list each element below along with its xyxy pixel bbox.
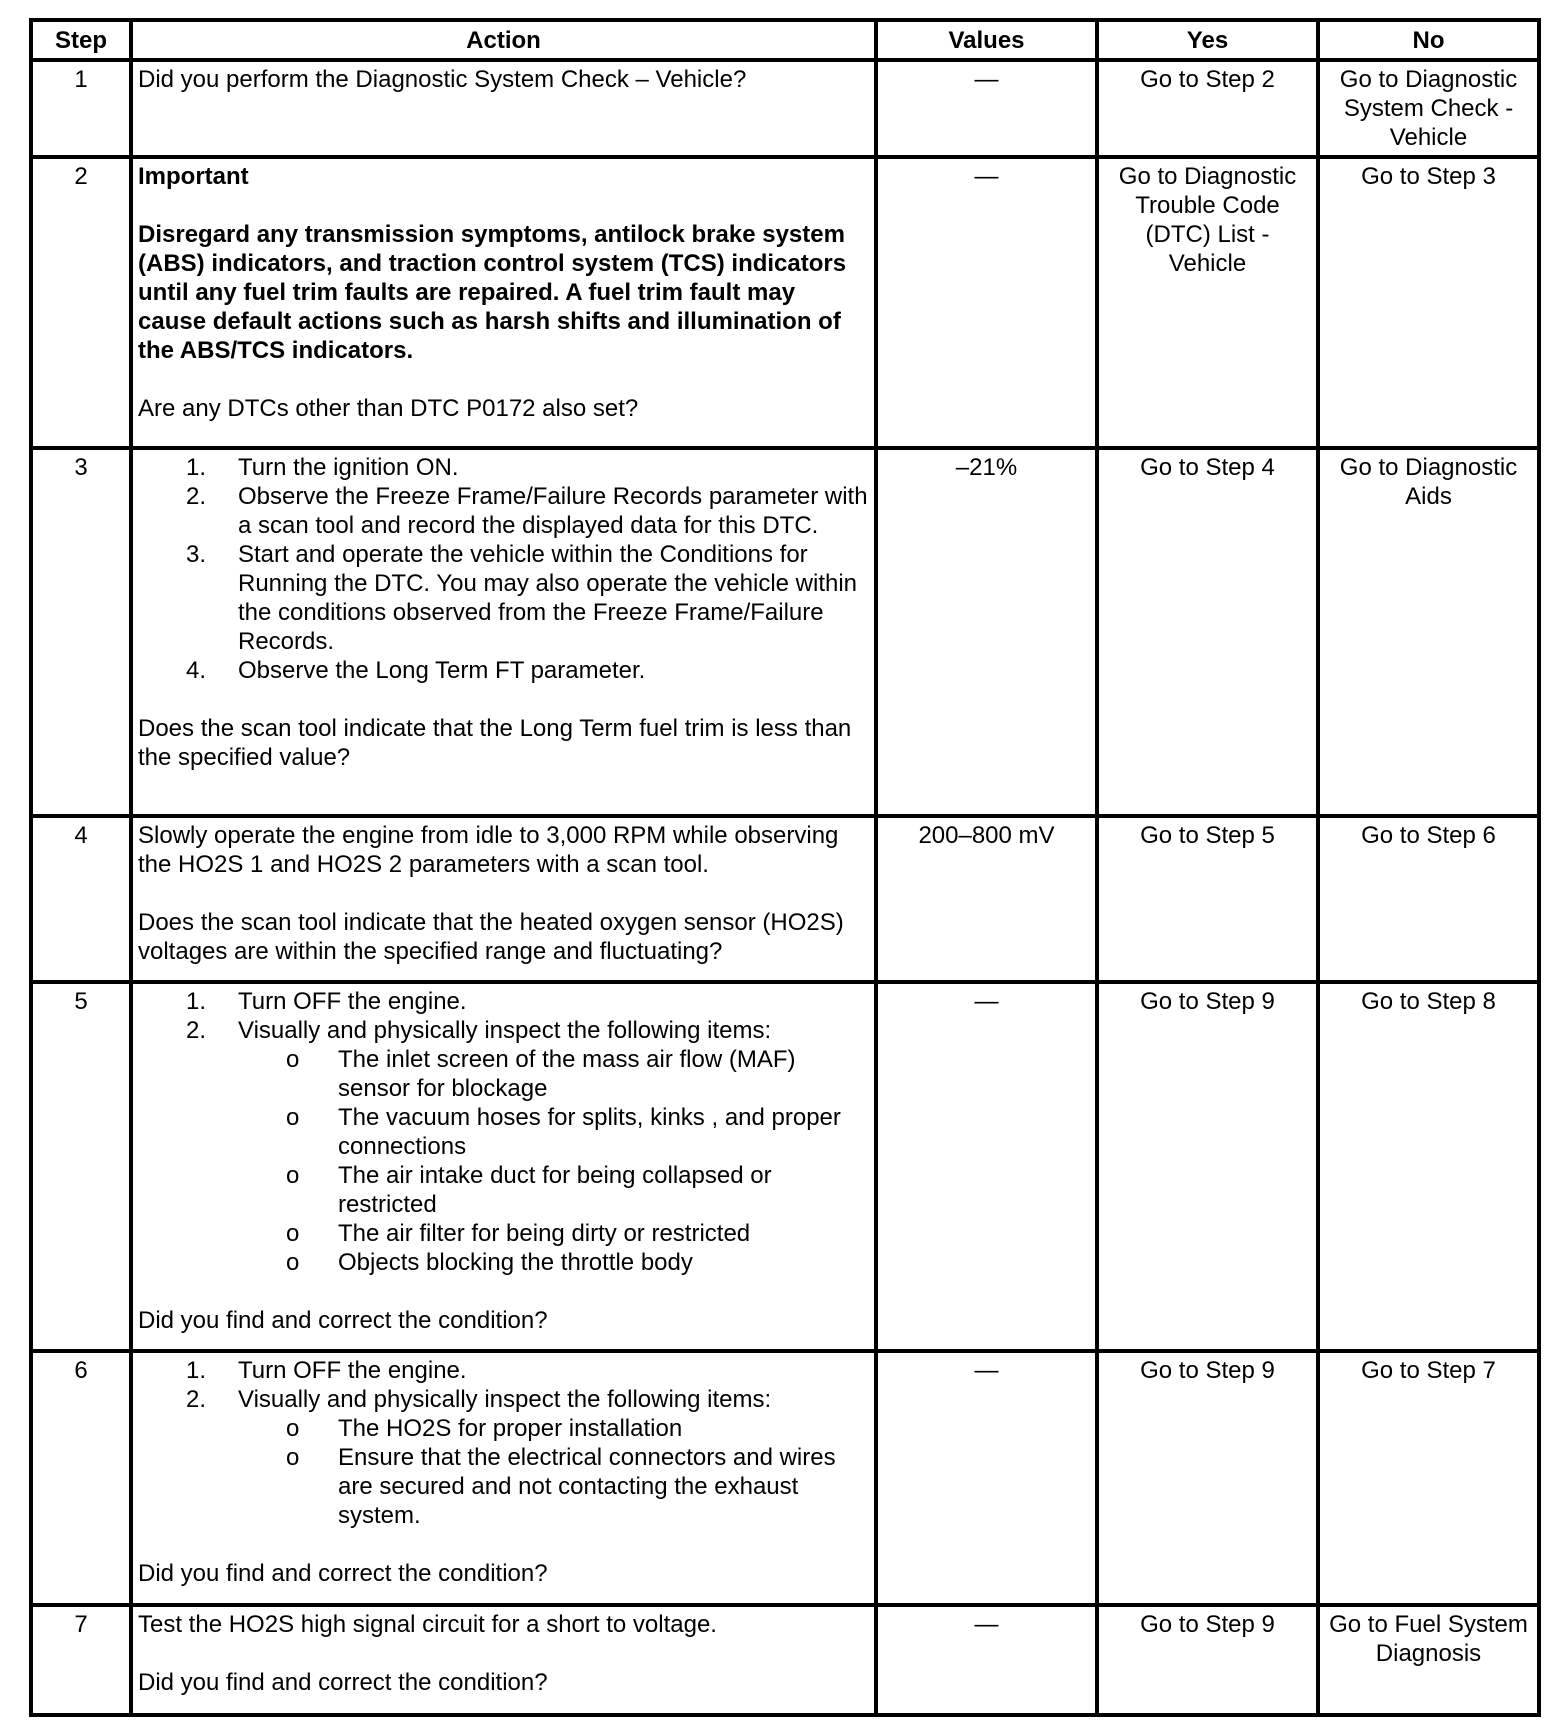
action-cell [131,448,876,816]
action-cell [131,1605,876,1715]
procedure-list [138,1356,869,1530]
inspection-list [238,1045,869,1277]
no-cell: Go to Step 3 [1318,157,1539,448]
action-cell [131,60,876,157]
important-title: Important [138,163,249,190]
step-number: 3 [31,448,131,816]
step-number: 4 [31,816,131,982]
no-cell: Go to Step 6 [1318,816,1539,982]
values-cell: — [876,1605,1097,1715]
yes-cell: Go to Step 9 [1097,982,1318,1351]
inspection-item: o The vacuum hoses for splits, kinks , and proper connections [286,1104,841,1160]
action-text: Slowly operate the engine from idle to 3,000 RPM while observing the HO2S 1 and HO2S 2 parameters with a scan tool. [138,822,839,878]
procedure-item: 2. Visually and physically inspect the following items: o The inlet screen of the mass air flow (MAF) sensor for blockage o The vacuum hoses for splits, kinks , and proper connections o The air intake duct for being collapsed or restricted o The air filter for being dirty or restricted o Objects blocking the throttle body [138,1016,869,1277]
no-cell: Go to Step 8 [1318,982,1539,1351]
table-row-step-7 [31,1605,1539,1715]
bullet-icon: o [286,1220,300,1247]
table-row-step-3 [31,448,1539,816]
question-text: Are any DTCs other than DTC P0172 also set? [138,395,639,422]
action-cell [131,157,876,448]
header-step: Step [31,20,131,60]
table-row-step-2 [31,157,1539,448]
step-number: 7 [31,1605,131,1715]
table-row-step-6 [31,1351,1539,1605]
yes-cell: Go to Step 4 [1097,448,1318,816]
question-text: Did you find and correct the condition? [138,1307,548,1334]
header-no: No [1318,20,1539,60]
yes-cell: Go to Step 9 [1097,1605,1318,1715]
step-number: 6 [31,1351,131,1605]
bullet-icon: o [286,1104,300,1131]
bullet-icon: o [286,1444,300,1471]
procedure-item: 1. Turn the ignition ON. [186,454,459,481]
inspection-item: o Ensure that the electrical connectors and wires are secured and not contacting the exhaust system. [286,1444,836,1529]
values-cell: 200–800 mV [876,816,1097,982]
inspection-item: o The HO2S for proper installation [286,1415,683,1442]
inspection-item: o Objects blocking the throttle body [286,1249,693,1276]
values-cell: — [876,1351,1097,1605]
header-row [31,20,1539,60]
question-text: Does the scan tool indicate that the heated oxygen sensor (HO2S) voltages are within the specified range and fluctuating? [138,909,844,965]
procedure-item: 4. Observe the Long Term FT parameter. [186,657,646,684]
bullet-icon: o [286,1046,300,1073]
yes-cell: Go to Diagnostic Trouble Code (DTC) List - Vehicle [1097,157,1318,448]
inspection-item: o The inlet screen of the mass air flow (MAF) sensor for blockage [286,1046,796,1102]
important-note: Disregard any transmission symptoms, antilock brake system (ABS) indicators, and traction control system (TCS) indicators until any fuel trim faults are repaired. A fuel trim fault may cause default actions such as harsh shifts and illumination of the ABS/TCS indicators. [138,221,847,364]
yes-cell: Go to Step 2 [1097,60,1318,157]
action-cell [131,1351,876,1605]
yes-cell: Go to Step 5 [1097,816,1318,982]
step-number: 2 [31,157,131,448]
step-number: 1 [31,60,131,157]
bullet-icon: o [286,1162,300,1189]
header-values: Values [876,20,1097,60]
values-cell: — [876,157,1097,448]
question-text: Did you find and correct the condition? [138,1560,548,1587]
action-cell [131,816,876,982]
yes-cell: Go to Step 9 [1097,1351,1318,1605]
procedure-item: 3. Start and operate the vehicle within the Conditions for Running the DTC. You may also operate the vehicle within the conditions observed from the Freeze Frame/Failure Records. [186,541,858,655]
header-action: Action [131,20,876,60]
inspection-list [238,1414,869,1530]
bullet-icon: o [286,1249,300,1276]
no-cell: Go to Fuel System Diagnosis [1318,1605,1539,1715]
inspection-item: o The air filter for being dirty or restricted [286,1220,751,1247]
step-number: 5 [31,982,131,1351]
values-cell: — [876,60,1097,157]
no-cell: Go to Diagnostic Aids [1318,448,1539,816]
no-cell: Go to Diagnostic System Check - Vehicle [1318,60,1539,157]
header-yes: Yes [1097,20,1318,60]
procedure-item: 1. Turn OFF the engine. [186,988,467,1015]
no-cell: Go to Step 7 [1318,1351,1539,1605]
table-row-step-5 [31,982,1539,1351]
values-cell: –21% [876,448,1097,816]
action-text: Did you perform the Diagnostic System Check – Vehicle? [138,66,747,93]
inspection-item: o The air intake duct for being collapsed or restricted [286,1162,772,1218]
procedure-item: 2. Visually and physically inspect the following items: o The HO2S for proper installation o Ensure that the electrical connectors and wires are secured and not contacting the exhaust system. [138,1385,869,1530]
table-row-step-1 [31,60,1539,157]
question-text: Did you find and correct the condition? [138,1669,548,1696]
action-text: Test the HO2S high signal circuit for a short to voltage. [138,1611,717,1638]
procedure-item: 1. Turn OFF the engine. [186,1357,467,1384]
procedure-list [138,453,869,685]
action-cell [131,982,876,1351]
diagnostic-table [29,18,1541,1717]
bullet-icon: o [286,1415,300,1442]
procedure-list [138,987,869,1277]
values-cell: — [876,982,1097,1351]
procedure-item: 2. Observe the Freeze Frame/Failure Records parameter with a scan tool and record the displayed data for this DTC. [186,483,868,539]
table-row-step-4 [31,816,1539,982]
question-text: Does the scan tool indicate that the Long Term fuel trim is less than the specified value? [138,715,852,771]
